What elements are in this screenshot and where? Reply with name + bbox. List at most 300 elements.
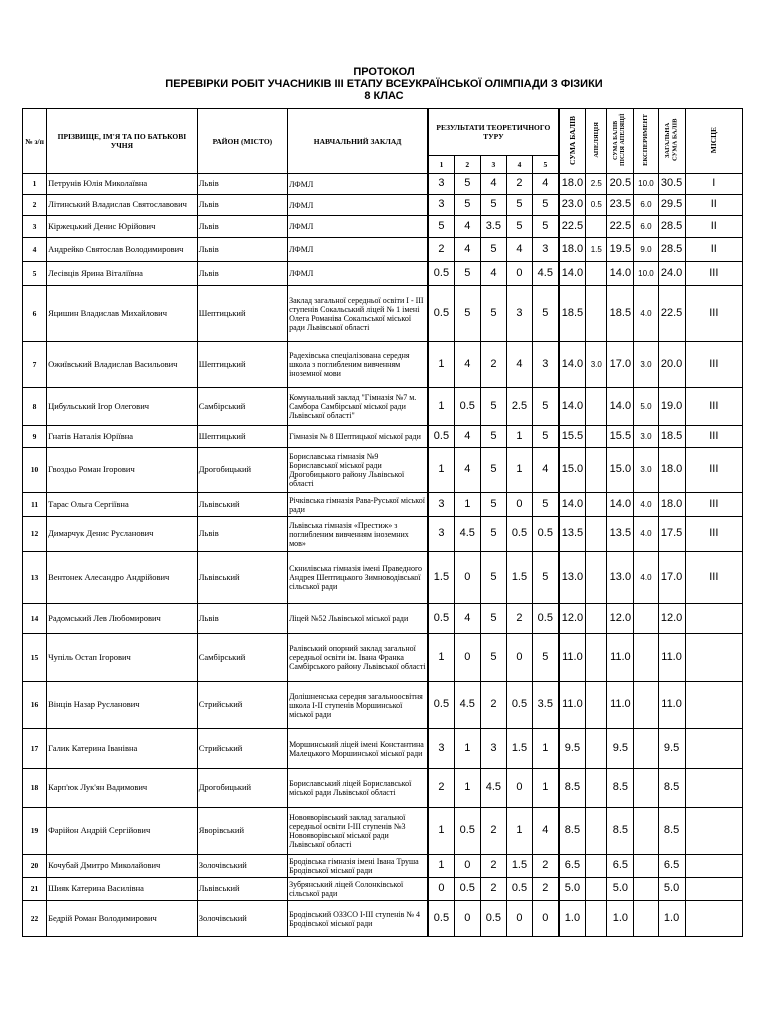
task-3-score: 5 — [480, 493, 506, 517]
experiment-score — [634, 769, 658, 808]
school: Долішненська середня загальноосвітня школа І-ІІ ступенів Моршинської міської ради — [288, 682, 429, 729]
task-3-score: 5 — [480, 195, 506, 216]
total-score: 18.0 — [658, 448, 685, 493]
experiment-score — [634, 878, 658, 901]
student-name: Літинський Владислав Святославович — [47, 195, 198, 216]
task-3-score: 5 — [480, 552, 506, 604]
task-1-score: 0.5 — [428, 286, 454, 342]
student-name: Кочубай Дмитро Миколайович — [47, 855, 198, 878]
task-4-score: 0 — [506, 493, 532, 517]
sum-after-appeal: 20.5 — [607, 174, 634, 195]
school: Бродівська гімназія імені Івана Труша Бродівської міської ради — [288, 855, 429, 878]
col-place-header: МІСЦЕ — [685, 109, 742, 174]
table-row — [23, 426, 743, 448]
task-5-score: 5 — [533, 493, 559, 517]
school: Ліцей №52 Львівської міської ради — [288, 604, 429, 634]
task-4-score: 3 — [506, 286, 532, 342]
row-number: 16 — [23, 682, 47, 729]
task-5-score: 2 — [533, 878, 559, 901]
experiment-score: 3.0 — [634, 426, 658, 448]
task-2-score: 4 — [454, 238, 480, 262]
task-1-score: 0.5 — [428, 604, 454, 634]
task-1-score: 1 — [428, 808, 454, 855]
district: Шептицький — [197, 426, 287, 448]
row-number: 12 — [23, 517, 47, 552]
school: Бориславська гімназія №9 Бориславської міської ради Дрогобицького району Львівської області — [288, 448, 429, 493]
task-4-score: 1 — [506, 426, 532, 448]
sum-score: 14.0 — [559, 262, 586, 286]
appeal-score — [586, 878, 607, 901]
district: Львів — [197, 604, 287, 634]
total-score: 12.0 — [658, 604, 685, 634]
experiment-score: 3.0 — [634, 448, 658, 493]
sum-score: 23.0 — [559, 195, 586, 216]
sum-score: 8.5 — [559, 808, 586, 855]
task-3-score: 3.5 — [480, 216, 506, 238]
task-2-score: 4.5 — [454, 517, 480, 552]
task-2-score: 0.5 — [454, 808, 480, 855]
task-5-score: 1 — [533, 769, 559, 808]
task-3-score: 2 — [480, 878, 506, 901]
task-1-score: 1.5 — [428, 552, 454, 604]
sum-score: 12.0 — [559, 604, 586, 634]
place: ІІ — [685, 216, 742, 238]
experiment-score: 4.0 — [634, 286, 658, 342]
student-name: Лесівців Ярина Віталіївна — [47, 262, 198, 286]
task-3-score: 5 — [480, 426, 506, 448]
place: ІІ — [685, 195, 742, 216]
appeal-score — [586, 388, 607, 426]
task-5-score: 5 — [533, 195, 559, 216]
sum-score: 13.5 — [559, 517, 586, 552]
district: Львів — [197, 238, 287, 262]
task-2-score: 1 — [454, 729, 480, 769]
task-4-score: 0 — [506, 262, 532, 286]
table-row — [23, 238, 743, 262]
district: Золочівський — [197, 855, 287, 878]
district: Львів — [197, 216, 287, 238]
task-4-score: 4 — [506, 238, 532, 262]
appeal-score — [586, 769, 607, 808]
appeal-score — [586, 262, 607, 286]
student-name: Кіржецький Денис Юрійович — [47, 216, 198, 238]
total-score: 6.5 — [658, 855, 685, 878]
row-number: 8 — [23, 388, 47, 426]
experiment-score: 4.0 — [634, 517, 658, 552]
task-4-score: 1.5 — [506, 855, 532, 878]
table-row — [23, 682, 743, 729]
table-row — [23, 216, 743, 238]
school: Зубрянський ліцей Солонківської сільської ради — [288, 878, 429, 901]
total-score: 18.0 — [658, 493, 685, 517]
sum-after-appeal: 18.5 — [607, 286, 634, 342]
school: Ралівський опорний заклад загальної середньої освіти ім. Івана Франка Самбірського району Львівської області — [288, 634, 429, 682]
student-name: Андрейко Святослав Володимирович — [47, 238, 198, 262]
task-5-score: 5 — [533, 426, 559, 448]
row-number: 5 — [23, 262, 47, 286]
school: Комунальний заклад "Гімназія №7 м. Самбора Самбірської міської ради Львівської області" — [288, 388, 429, 426]
task-1-score: 3 — [428, 729, 454, 769]
school: Бродівський ОЗЗСО І-ІІІ ступенів № 4 Бродівської міської ради — [288, 901, 429, 937]
col-sum-after-header: СУМА БАЛІВ ПІСЛЯ АПЕЛЯЦІЇ — [607, 109, 634, 174]
appeal-score — [586, 426, 607, 448]
task-4-score: 2 — [506, 174, 532, 195]
grade-label: 8 КЛАС — [364, 90, 404, 102]
district: Дрогобицький — [197, 448, 287, 493]
school: ЛФМЛ — [288, 238, 429, 262]
place: ІІІ — [685, 262, 742, 286]
place: ІІІ — [685, 342, 742, 388]
row-number: 21 — [23, 878, 47, 901]
task-5-score: 5 — [533, 634, 559, 682]
task-3-score: 5 — [480, 517, 506, 552]
row-number: 9 — [23, 426, 47, 448]
col-district-header: РАЙОН (МІСТО) — [197, 109, 287, 174]
task-1-score: 0.5 — [428, 426, 454, 448]
task-3-score: 5 — [480, 286, 506, 342]
experiment-score — [634, 901, 658, 937]
task-5-score: 4 — [533, 448, 559, 493]
task-3-score: 2 — [480, 808, 506, 855]
task-4-header: 4 — [506, 156, 532, 174]
task-2-score: 1 — [454, 493, 480, 517]
task-2-score: 4 — [454, 426, 480, 448]
experiment-score — [634, 729, 658, 769]
district: Стрийський — [197, 729, 287, 769]
table-row — [23, 195, 743, 216]
experiment-score: 6.0 — [634, 216, 658, 238]
total-score: 30.5 — [658, 174, 685, 195]
table-row — [23, 286, 743, 342]
total-score: 18.5 — [658, 426, 685, 448]
task-1-score: 1 — [428, 634, 454, 682]
total-score: 28.5 — [658, 216, 685, 238]
sum-score: 13.0 — [559, 552, 586, 604]
school: Бориславський ліцей Бориславської міської ради Львівської області — [288, 769, 429, 808]
sum-score: 8.5 — [559, 769, 586, 808]
experiment-score — [634, 604, 658, 634]
task-3-score: 5 — [480, 448, 506, 493]
task-3-score: 4 — [480, 262, 506, 286]
task-1-score: 3 — [428, 493, 454, 517]
task-1-score: 1 — [428, 855, 454, 878]
district: Львівський — [197, 552, 287, 604]
total-score: 11.0 — [658, 682, 685, 729]
district: Шептицький — [197, 286, 287, 342]
protocol-subtitle: ПЕРЕВІРКИ РОБІТ УЧАСНИКІВ ІІІ ЕТАПУ ВСЕУКРАЇНСЬКОЇ ОЛІМПІАДИ З ФІЗИКИ — [165, 78, 603, 90]
task-5-score: 0.5 — [533, 604, 559, 634]
task-2-score: 0 — [454, 634, 480, 682]
task-2-score: 0 — [454, 855, 480, 878]
task-4-score: 2 — [506, 604, 532, 634]
sum-score: 11.0 — [559, 634, 586, 682]
sum-after-appeal: 13.5 — [607, 517, 634, 552]
sum-after-appeal: 11.0 — [607, 634, 634, 682]
results-table — [22, 108, 743, 937]
task-3-score: 5 — [480, 238, 506, 262]
task-2-score: 0.5 — [454, 388, 480, 426]
task-5-score: 1 — [533, 729, 559, 769]
task-3-score: 5 — [480, 604, 506, 634]
task-4-score: 5 — [506, 216, 532, 238]
place: ІІІ — [685, 552, 742, 604]
student-name: Шияк Катерина Василівна — [47, 878, 198, 901]
task-4-score: 5 — [506, 195, 532, 216]
sum-score: 5.0 — [559, 878, 586, 901]
district: Самбірський — [197, 634, 287, 682]
task-1-score: 1 — [428, 448, 454, 493]
task-3-score: 0.5 — [480, 901, 506, 937]
sum-score: 9.5 — [559, 729, 586, 769]
col-name-header: ПРІЗВИЩЕ, ІМ'Я ТА ПО БАТЬКОВІ УЧНЯ — [47, 109, 198, 174]
appeal-score — [586, 901, 607, 937]
task-3-header: 3 — [480, 156, 506, 174]
student-name: Чупіль Остап Ігорович — [47, 634, 198, 682]
task-2-score: 4 — [454, 604, 480, 634]
task-3-score: 2 — [480, 855, 506, 878]
place: ІІІ — [685, 388, 742, 426]
task-4-score: 0 — [506, 634, 532, 682]
total-score: 8.5 — [658, 808, 685, 855]
task-2-score: 5 — [454, 174, 480, 195]
place — [685, 808, 742, 855]
task-2-score: 4 — [454, 448, 480, 493]
table-row — [23, 342, 743, 388]
school: Заклад загальної середньої освіти І - ІІІ ступенів Сокальський ліцей № 1 імені Олега Романіва Сокальської міської ради Львівської області — [288, 286, 429, 342]
place — [685, 769, 742, 808]
task-2-score: 4 — [454, 342, 480, 388]
sum-after-appeal: 6.5 — [607, 855, 634, 878]
task-2-header: 2 — [454, 156, 480, 174]
sum-score: 15.0 — [559, 448, 586, 493]
appeal-score: 0.5 — [586, 195, 607, 216]
task-3-score: 3 — [480, 729, 506, 769]
table-row — [23, 634, 743, 682]
sum-score: 14.0 — [559, 388, 586, 426]
sum-after-appeal: 5.0 — [607, 878, 634, 901]
student-name: Вінців Назар Русланович — [47, 682, 198, 729]
task-4-score: 0.5 — [506, 517, 532, 552]
student-name: Фарійон Андрій Сергійович — [47, 808, 198, 855]
task-1-score: 3 — [428, 195, 454, 216]
col-appeal-header: АПЕЛЯЦІЯ — [586, 109, 607, 174]
task-5-score: 5 — [533, 216, 559, 238]
total-score: 8.5 — [658, 769, 685, 808]
task-3-score: 5 — [480, 634, 506, 682]
appeal-score: 3.0 — [586, 342, 607, 388]
sum-score: 6.5 — [559, 855, 586, 878]
row-number: 17 — [23, 729, 47, 769]
appeal-score — [586, 634, 607, 682]
appeal-score: 2.5 — [586, 174, 607, 195]
task-2-score: 5 — [454, 262, 480, 286]
sum-score: 1.0 — [559, 901, 586, 937]
school: ЛФМЛ — [288, 195, 429, 216]
row-number: 4 — [23, 238, 47, 262]
sum-after-appeal: 19.5 — [607, 238, 634, 262]
student-name: Яцишин Владислав Михайлович — [47, 286, 198, 342]
total-score: 9.5 — [658, 729, 685, 769]
school: Скнилівська гімназія імені Праведного Андрея Шептицького Зимноводівської сільської ради — [288, 552, 429, 604]
row-number: 19 — [23, 808, 47, 855]
row-number: 22 — [23, 901, 47, 937]
task-4-score: 4 — [506, 342, 532, 388]
table-row — [23, 448, 743, 493]
row-number: 10 — [23, 448, 47, 493]
experiment-score: 10.0 — [634, 174, 658, 195]
student-name: Петрунів Юлія Миколаївна — [47, 174, 198, 195]
task-3-score: 4.5 — [480, 769, 506, 808]
task-1-score: 5 — [428, 216, 454, 238]
task-3-score: 4 — [480, 174, 506, 195]
task-5-score: 4.5 — [533, 262, 559, 286]
student-name: Карп'юк Лук'ян Вадимович — [47, 769, 198, 808]
experiment-score: 4.0 — [634, 552, 658, 604]
task-2-score: 5 — [454, 286, 480, 342]
district: Львів — [197, 174, 287, 195]
student-name: Галик Катерина Іванівна — [47, 729, 198, 769]
total-score: 1.0 — [658, 901, 685, 937]
sum-after-appeal: 8.5 — [607, 808, 634, 855]
sum-after-appeal: 12.0 — [607, 604, 634, 634]
total-score: 19.0 — [658, 388, 685, 426]
task-5-score: 3 — [533, 238, 559, 262]
total-score: 22.5 — [658, 286, 685, 342]
task-2-score: 0 — [454, 901, 480, 937]
total-score: 29.5 — [658, 195, 685, 216]
sum-score: 14.0 — [559, 493, 586, 517]
place — [685, 855, 742, 878]
row-number: 11 — [23, 493, 47, 517]
student-name: Радомський Лев Любомирович — [47, 604, 198, 634]
task-4-score: 0 — [506, 901, 532, 937]
appeal-score — [586, 855, 607, 878]
experiment-score — [634, 634, 658, 682]
district: Львівський — [197, 878, 287, 901]
task-1-score: 1 — [428, 388, 454, 426]
table-row — [23, 878, 743, 901]
task-1-score: 1 — [428, 342, 454, 388]
district: Стрийський — [197, 682, 287, 729]
place: І — [685, 174, 742, 195]
sum-score: 18.0 — [559, 238, 586, 262]
place: ІІІ — [685, 448, 742, 493]
task-5-score: 5 — [533, 286, 559, 342]
experiment-score — [634, 808, 658, 855]
experiment-score: 10.0 — [634, 262, 658, 286]
school: Радехівська спеціалізована середня школа з поглибленим вивченням іноземної мови — [288, 342, 429, 388]
place — [685, 729, 742, 769]
place — [685, 682, 742, 729]
student-name: Цибульський Ігор Олегович — [47, 388, 198, 426]
row-number: 1 — [23, 174, 47, 195]
total-score: 5.0 — [658, 878, 685, 901]
task-5-score: 3 — [533, 342, 559, 388]
col-sum-header: СУМА БАЛІВ — [559, 109, 586, 174]
student-name: Димарчук Денис Русланович — [47, 517, 198, 552]
appeal-score — [586, 808, 607, 855]
sum-after-appeal: 17.0 — [607, 342, 634, 388]
row-number: 20 — [23, 855, 47, 878]
total-score: 24.0 — [658, 262, 685, 286]
school: Річківська гімназія Рава-Руської міської ради — [288, 493, 429, 517]
table-row — [23, 604, 743, 634]
task-5-score: 5 — [533, 388, 559, 426]
task-4-score: 0 — [506, 769, 532, 808]
table-row — [23, 855, 743, 878]
place: ІІІ — [685, 493, 742, 517]
task-1-score: 0.5 — [428, 262, 454, 286]
row-number: 15 — [23, 634, 47, 682]
sum-after-appeal: 14.0 — [607, 262, 634, 286]
student-name: Гвоздьо Роман Ігорович — [47, 448, 198, 493]
task-5-score: 4 — [533, 808, 559, 855]
student-name: Ожиївський Владислав Васильович — [47, 342, 198, 388]
table-row — [23, 552, 743, 604]
sum-after-appeal: 1.0 — [607, 901, 634, 937]
task-5-header: 5 — [533, 156, 559, 174]
student-name: Гнатів Наталія Юріївна — [47, 426, 198, 448]
school: ЛФМЛ — [288, 174, 429, 195]
sum-score: 18.5 — [559, 286, 586, 342]
sum-score: 11.0 — [559, 682, 586, 729]
task-4-score: 1 — [506, 448, 532, 493]
experiment-score: 6.0 — [634, 195, 658, 216]
school: Гімназія № 8 Шептицької міської ради — [288, 426, 429, 448]
sum-after-appeal: 9.5 — [607, 729, 634, 769]
table-row — [23, 769, 743, 808]
total-score: 20.0 — [658, 342, 685, 388]
table-row — [23, 729, 743, 769]
row-number: 2 — [23, 195, 47, 216]
place: ІІІ — [685, 517, 742, 552]
task-1-score: 2 — [428, 238, 454, 262]
district: Золочівський — [197, 901, 287, 937]
task-3-score: 5 — [480, 388, 506, 426]
sum-after-appeal: 11.0 — [607, 682, 634, 729]
appeal-score — [586, 286, 607, 342]
district: Львів — [197, 517, 287, 552]
table-row — [23, 262, 743, 286]
task-1-score: 2 — [428, 769, 454, 808]
school: Новояворівський заклад загальної середньої освіти І-ІІІ ступенів №3 Новояворівської міської ради Львівської області — [288, 808, 429, 855]
place — [685, 634, 742, 682]
district: Львів — [197, 262, 287, 286]
student-name: Вентонек Алесандро Андрійович — [47, 552, 198, 604]
row-number: 18 — [23, 769, 47, 808]
experiment-score: 3.0 — [634, 342, 658, 388]
row-number: 6 — [23, 286, 47, 342]
col-school-header: НАВЧАЛЬНИЙ ЗАКЛАД — [288, 109, 429, 174]
task-5-score: 0 — [533, 901, 559, 937]
district: Яворівський — [197, 808, 287, 855]
district: Дрогобицький — [197, 769, 287, 808]
school: ЛФМЛ — [288, 262, 429, 286]
task-1-score: 0.5 — [428, 682, 454, 729]
sum-score: 15.5 — [559, 426, 586, 448]
student-name: Тарас Ольга Сергіївна — [47, 493, 198, 517]
row-number: 14 — [23, 604, 47, 634]
sum-after-appeal: 14.0 — [607, 493, 634, 517]
col-experiment-header: ЕКСПЕРИМЕНТ — [634, 109, 658, 174]
col-total-header: ЗАГАЛЬНА СУМА БАЛІВ — [658, 109, 685, 174]
appeal-score — [586, 216, 607, 238]
task-4-score: 1 — [506, 808, 532, 855]
sum-after-appeal: 22.5 — [607, 216, 634, 238]
task-1-score: 0.5 — [428, 901, 454, 937]
task-4-score: 1.5 — [506, 729, 532, 769]
table-row — [23, 174, 743, 195]
